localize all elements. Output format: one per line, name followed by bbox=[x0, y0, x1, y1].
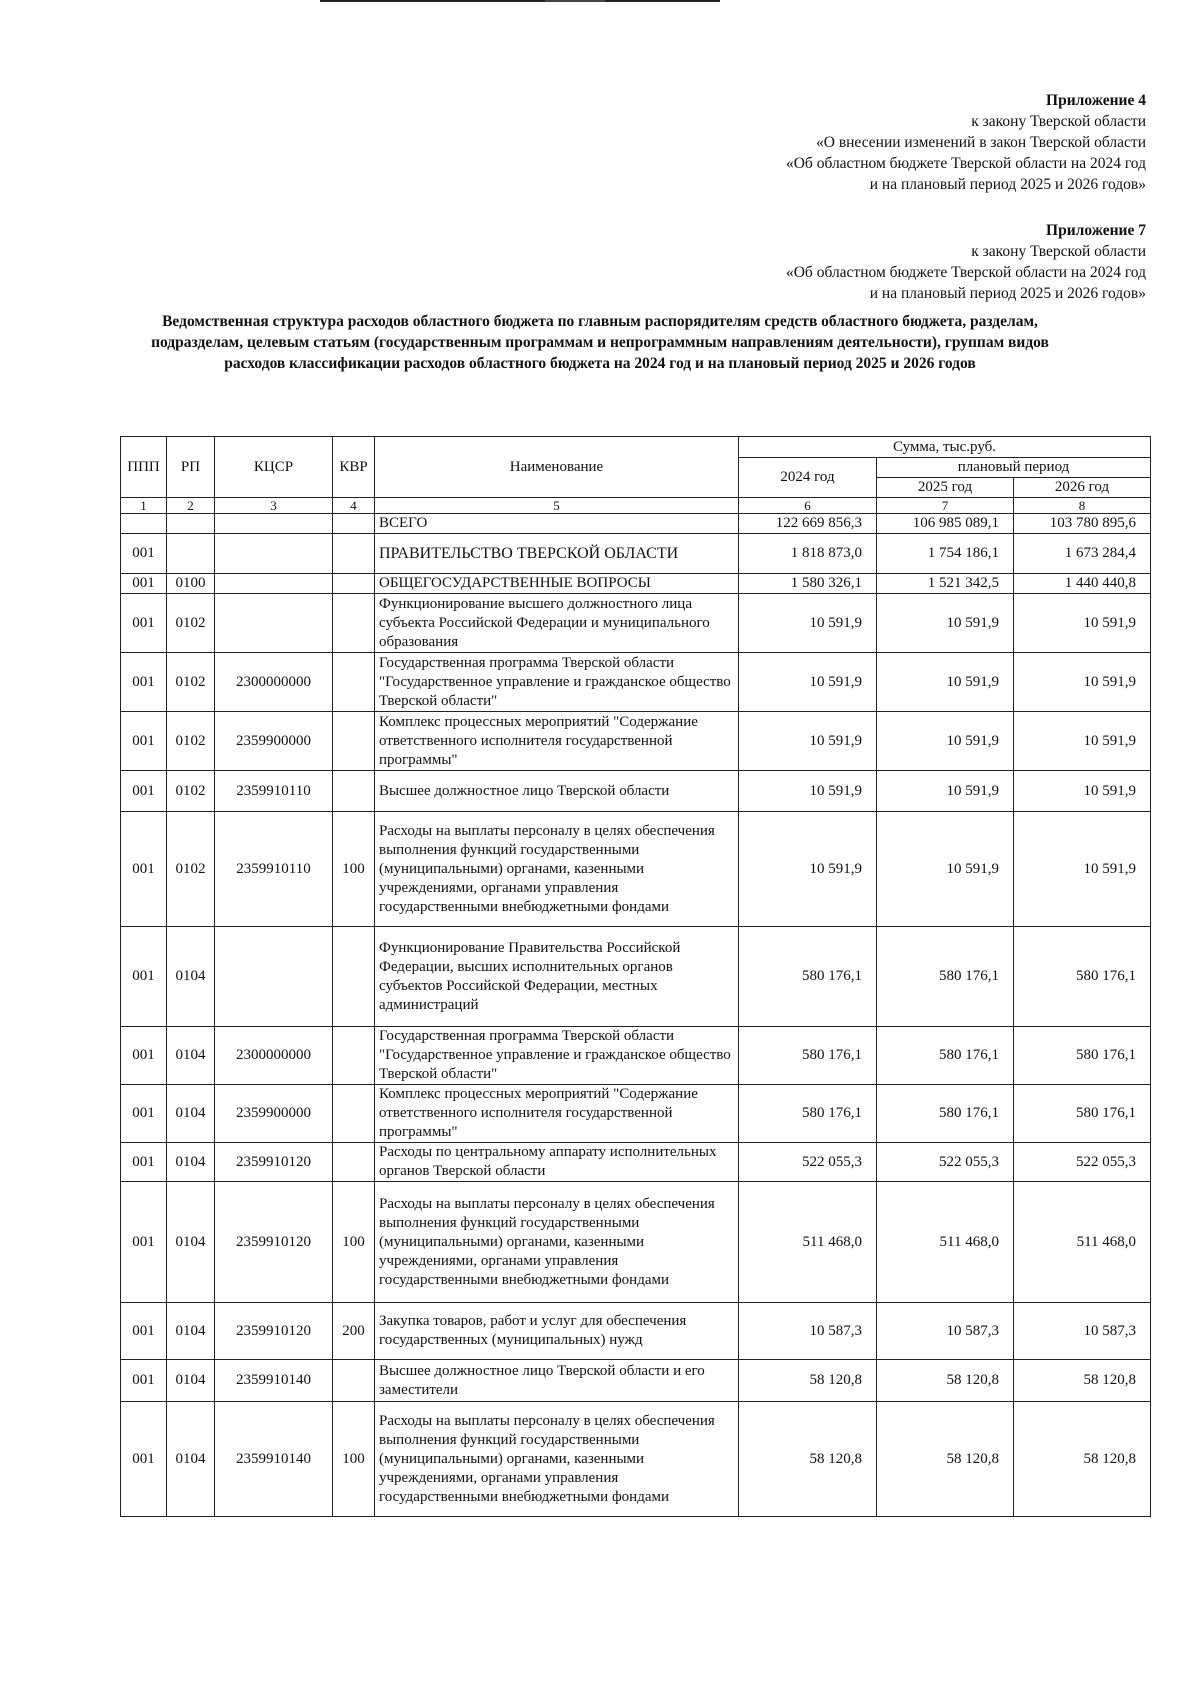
index-cell: 6 bbox=[739, 498, 877, 514]
cell-name: Комплекс процессных мероприятий "Содержание ответственного исполнителя государственной программы" bbox=[375, 1085, 739, 1143]
cell-sum-2025: 10 591,9 bbox=[877, 812, 1014, 927]
cell-rp bbox=[167, 534, 215, 574]
cell-ppp: 001 bbox=[121, 594, 167, 653]
appendix-4-block bbox=[786, 90, 1146, 195]
index-cell: 2 bbox=[167, 498, 215, 514]
cell-name: ОБЩЕГОСУДАРСТВЕННЫЕ ВОПРОСЫ bbox=[375, 574, 739, 594]
cell-rp: 0102 bbox=[167, 712, 215, 771]
cell-sum-2025: 10 591,9 bbox=[877, 653, 1014, 712]
cell-sum-2024: 10 587,3 bbox=[739, 1303, 877, 1360]
cell-sum-2024: 58 120,8 bbox=[739, 1402, 877, 1517]
cell-sum-2025: 10 591,9 bbox=[877, 712, 1014, 771]
cell-ppp: 001 bbox=[121, 927, 167, 1027]
cell-kcsr: 2300000000 bbox=[215, 1027, 333, 1085]
cell-rp: 0104 bbox=[167, 1402, 215, 1517]
table-row bbox=[121, 1360, 1151, 1402]
cell-name: Расходы на выплаты персоналу в целях обеспечения выполнения функций государственными (муниципальными) органами, казенными учреждениями, органами управления государственными внебюджетными фондами bbox=[375, 1182, 739, 1303]
cell-ppp bbox=[121, 514, 167, 534]
cell-kvr bbox=[333, 514, 375, 534]
table-row bbox=[121, 1143, 1151, 1182]
cell-sum-2024: 122 669 856,3 bbox=[739, 514, 877, 534]
cell-kcsr: 2359910120 bbox=[215, 1143, 333, 1182]
table-row bbox=[121, 1402, 1151, 1517]
cell-sum-2026: 10 591,9 bbox=[1014, 653, 1151, 712]
cell-kvr: 100 bbox=[333, 812, 375, 927]
cell-rp: 0104 bbox=[167, 1182, 215, 1303]
cell-sum-2024: 58 120,8 bbox=[739, 1360, 877, 1402]
cell-sum-2025: 580 176,1 bbox=[877, 927, 1014, 1027]
cell-sum-2025: 1 521 342,5 bbox=[877, 574, 1014, 594]
cell-kvr bbox=[333, 653, 375, 712]
header-name: Наименование bbox=[375, 437, 739, 498]
cell-sum-2026: 10 587,3 bbox=[1014, 1303, 1151, 1360]
cell-ppp: 001 bbox=[121, 771, 167, 812]
table-row bbox=[121, 574, 1151, 594]
cell-sum-2026: 511 468,0 bbox=[1014, 1182, 1151, 1303]
cell-name: Функционирование Правительства Российской Федерации, высших исполнительных органов субъектов Российской Федерации, местных администраций bbox=[375, 927, 739, 1027]
header-year-2024: 2024 год bbox=[739, 458, 877, 498]
cell-sum-2025: 580 176,1 bbox=[877, 1027, 1014, 1085]
cell-sum-2024: 1 818 873,0 bbox=[739, 534, 877, 574]
heading-line: подразделам, целевым статьям (государственным программам и непрограммным направлениям деятельности), группам видов bbox=[151, 334, 1049, 351]
cell-kcsr bbox=[215, 514, 333, 534]
cell-kvr bbox=[333, 712, 375, 771]
index-cell: 3 bbox=[215, 498, 333, 514]
appendix-7-line: «Об областном бюджете Тверской области на 2024 год bbox=[785, 264, 1146, 281]
cell-sum-2026: 580 176,1 bbox=[1014, 927, 1151, 1027]
scan-edge-line bbox=[545, 0, 605, 2]
cell-rp: 0102 bbox=[167, 594, 215, 653]
cell-ppp: 001 bbox=[121, 812, 167, 927]
cell-kvr bbox=[333, 1027, 375, 1085]
cell-kcsr bbox=[215, 574, 333, 594]
cell-kcsr: 2359910140 bbox=[215, 1402, 333, 1517]
cell-sum-2024: 511 468,0 bbox=[739, 1182, 877, 1303]
scan-edge-line bbox=[320, 0, 720, 2]
cell-kvr bbox=[333, 534, 375, 574]
cell-name: Государственная программа Тверской области "Государственное управление и гражданское общество Тверской области" bbox=[375, 1027, 739, 1085]
cell-sum-2025: 58 120,8 bbox=[877, 1360, 1014, 1402]
cell-sum-2025: 10 591,9 bbox=[877, 594, 1014, 653]
budget-table bbox=[120, 436, 1151, 1517]
cell-ppp: 001 bbox=[121, 534, 167, 574]
cell-ppp: 001 bbox=[121, 1143, 167, 1182]
cell-name: Закупка товаров, работ и услуг для обеспечения государственных (муниципальных) нужд bbox=[375, 1303, 739, 1360]
header-year-2025: 2025 год bbox=[877, 478, 1014, 498]
cell-sum-2026: 580 176,1 bbox=[1014, 1027, 1151, 1085]
cell-kvr bbox=[333, 574, 375, 594]
cell-kcsr: 2359910120 bbox=[215, 1182, 333, 1303]
cell-kcsr: 2359910140 bbox=[215, 1360, 333, 1402]
cell-name: Расходы по центральному аппарату исполнительных органов Тверской области bbox=[375, 1143, 739, 1182]
cell-sum-2024: 10 591,9 bbox=[739, 594, 877, 653]
cell-sum-2026: 10 591,9 bbox=[1014, 771, 1151, 812]
cell-ppp: 001 bbox=[121, 653, 167, 712]
cell-kvr bbox=[333, 594, 375, 653]
cell-sum-2026: 10 591,9 bbox=[1014, 712, 1151, 771]
cell-kcsr bbox=[215, 927, 333, 1027]
cell-ppp: 001 bbox=[121, 1182, 167, 1303]
cell-kvr bbox=[333, 1143, 375, 1182]
cell-kvr: 200 bbox=[333, 1303, 375, 1360]
cell-kcsr bbox=[215, 594, 333, 653]
cell-sum-2025: 1 754 186,1 bbox=[877, 534, 1014, 574]
header-year-2026: 2026 год bbox=[1014, 478, 1151, 498]
cell-sum-2026: 58 120,8 bbox=[1014, 1402, 1151, 1517]
cell-rp: 0104 bbox=[167, 1027, 215, 1085]
appendix-7-line: к закону Тверской области bbox=[971, 243, 1146, 260]
heading-line: Ведомственная структура расходов областного бюджета по главным распорядителям средств областного бюджета, разделам, bbox=[162, 313, 1038, 330]
cell-sum-2024: 522 055,3 bbox=[739, 1143, 877, 1182]
table-row bbox=[121, 1027, 1151, 1085]
cell-rp: 0102 bbox=[167, 812, 215, 927]
appendix-4-line: «О внесении изменений в закон Тверской области bbox=[816, 134, 1146, 151]
cell-name: Комплекс процессных мероприятий "Содержание ответственного исполнителя государственной программы" bbox=[375, 712, 739, 771]
cell-sum-2025: 58 120,8 bbox=[877, 1402, 1014, 1517]
table-row bbox=[121, 1303, 1151, 1360]
table-row bbox=[121, 712, 1151, 771]
table-row bbox=[121, 1085, 1151, 1143]
cell-rp: 0104 bbox=[167, 927, 215, 1027]
table-row bbox=[121, 534, 1151, 574]
cell-kcsr bbox=[215, 534, 333, 574]
cell-kcsr: 2300000000 bbox=[215, 653, 333, 712]
cell-rp: 0102 bbox=[167, 771, 215, 812]
header-sum: Сумма, тыс.руб. bbox=[739, 437, 1151, 458]
cell-sum-2026: 10 591,9 bbox=[1014, 812, 1151, 927]
cell-name: ВСЕГО bbox=[375, 514, 739, 534]
cell-kvr bbox=[333, 1085, 375, 1143]
header-planned-period: плановый период bbox=[877, 458, 1151, 478]
table-row bbox=[121, 653, 1151, 712]
cell-kcsr: 2359910120 bbox=[215, 1303, 333, 1360]
cell-sum-2024: 10 591,9 bbox=[739, 712, 877, 771]
cell-sum-2025: 10 587,3 bbox=[877, 1303, 1014, 1360]
header-ppp: ППП bbox=[121, 437, 167, 498]
cell-sum-2025: 580 176,1 bbox=[877, 1085, 1014, 1143]
cell-sum-2025: 511 468,0 bbox=[877, 1182, 1014, 1303]
index-cell: 7 bbox=[877, 498, 1014, 514]
cell-kcsr: 2359900000 bbox=[215, 712, 333, 771]
heading-line: расходов классификации расходов областного бюджета на 2024 год и на плановый период 2025 и 2026 годов bbox=[224, 355, 976, 372]
cell-rp bbox=[167, 514, 215, 534]
header-kcsr: КЦСР bbox=[215, 437, 333, 498]
cell-sum-2025: 106 985 089,1 bbox=[877, 514, 1014, 534]
cell-ppp: 001 bbox=[121, 712, 167, 771]
cell-rp: 0102 bbox=[167, 653, 215, 712]
cell-sum-2026: 10 591,9 bbox=[1014, 594, 1151, 653]
appendix-4-line: «Об областном бюджете Тверской области на 2024 год bbox=[785, 155, 1146, 172]
document-heading bbox=[100, 311, 1100, 374]
appendix-4-title: Приложение 4 bbox=[1046, 92, 1146, 109]
cell-sum-2024: 1 580 326,1 bbox=[739, 574, 877, 594]
cell-rp: 0100 bbox=[167, 574, 215, 594]
cell-sum-2024: 10 591,9 bbox=[739, 812, 877, 927]
cell-sum-2026: 1 440 440,8 bbox=[1014, 574, 1151, 594]
cell-sum-2025: 522 055,3 bbox=[877, 1143, 1014, 1182]
cell-name: Расходы на выплаты персоналу в целях обеспечения выполнения функций государственными (муниципальными) органами, казенными учреждениями, органами управления государственными внебюджетными фондами bbox=[375, 1402, 739, 1517]
cell-ppp: 001 bbox=[121, 1303, 167, 1360]
budget-table-body bbox=[121, 514, 1151, 1517]
cell-kvr: 100 bbox=[333, 1402, 375, 1517]
cell-name: Расходы на выплаты персоналу в целях обеспечения выполнения функций государственными (муниципальными) органами, казенными учреждениями, органами управления государственными внебюджетными фондами bbox=[375, 812, 739, 927]
cell-name: Высшее должностное лицо Тверской области и его заместители bbox=[375, 1360, 739, 1402]
cell-sum-2024: 10 591,9 bbox=[739, 653, 877, 712]
cell-kvr bbox=[333, 771, 375, 812]
table-row bbox=[121, 927, 1151, 1027]
index-cell: 4 bbox=[333, 498, 375, 514]
table-row bbox=[121, 771, 1151, 812]
header-rp: РП bbox=[167, 437, 215, 498]
appendix-7-line: и на плановый период 2025 и 2026 годов» bbox=[869, 285, 1146, 302]
cell-rp: 0104 bbox=[167, 1360, 215, 1402]
index-cell: 8 bbox=[1014, 498, 1151, 514]
cell-sum-2024: 580 176,1 bbox=[739, 927, 877, 1027]
cell-rp: 0104 bbox=[167, 1085, 215, 1143]
appendix-4-line: к закону Тверской области bbox=[971, 113, 1146, 130]
cell-rp: 0104 bbox=[167, 1303, 215, 1360]
appendix-7-title: Приложение 7 bbox=[1046, 222, 1146, 239]
cell-sum-2026: 58 120,8 bbox=[1014, 1360, 1151, 1402]
cell-kcsr: 2359900000 bbox=[215, 1085, 333, 1143]
cell-name: Функционирование высшего должностного лица субъекта Российской Федерации и муниципального образования bbox=[375, 594, 739, 653]
cell-name: Высшее должностное лицо Тверской области bbox=[375, 771, 739, 812]
table-row bbox=[121, 594, 1151, 653]
cell-sum-2024: 10 591,9 bbox=[739, 771, 877, 812]
cell-sum-2024: 580 176,1 bbox=[739, 1085, 877, 1143]
appendix-4-line: и на плановый период 2025 и 2026 годов» bbox=[869, 176, 1146, 193]
header-kvr: КВР bbox=[333, 437, 375, 498]
cell-sum-2026: 1 673 284,4 bbox=[1014, 534, 1151, 574]
cell-kcsr: 2359910110 bbox=[215, 771, 333, 812]
table-row bbox=[121, 514, 1151, 534]
cell-ppp: 001 bbox=[121, 1085, 167, 1143]
cell-ppp: 001 bbox=[121, 1027, 167, 1085]
table-row bbox=[121, 812, 1151, 927]
cell-ppp: 001 bbox=[121, 1402, 167, 1517]
cell-name: Государственная программа Тверской области "Государственное управление и гражданское общество Тверской области" bbox=[375, 653, 739, 712]
cell-rp: 0104 bbox=[167, 1143, 215, 1182]
index-cell: 1 bbox=[121, 498, 167, 514]
cell-kvr bbox=[333, 927, 375, 1027]
cell-sum-2026: 522 055,3 bbox=[1014, 1143, 1151, 1182]
cell-sum-2024: 580 176,1 bbox=[739, 1027, 877, 1085]
index-cell: 5 bbox=[375, 498, 739, 514]
appendix-7-block bbox=[786, 220, 1146, 304]
cell-kvr: 100 bbox=[333, 1182, 375, 1303]
cell-ppp: 001 bbox=[121, 574, 167, 594]
cell-sum-2026: 103 780 895,6 bbox=[1014, 514, 1151, 534]
cell-kcsr: 2359910110 bbox=[215, 812, 333, 927]
cell-sum-2026: 580 176,1 bbox=[1014, 1085, 1151, 1143]
cell-kvr bbox=[333, 1360, 375, 1402]
cell-ppp: 001 bbox=[121, 1360, 167, 1402]
cell-sum-2025: 10 591,9 bbox=[877, 771, 1014, 812]
table-row bbox=[121, 1182, 1151, 1303]
cell-name: ПРАВИТЕЛЬСТВО ТВЕРСКОЙ ОБЛАСТИ bbox=[375, 534, 739, 574]
